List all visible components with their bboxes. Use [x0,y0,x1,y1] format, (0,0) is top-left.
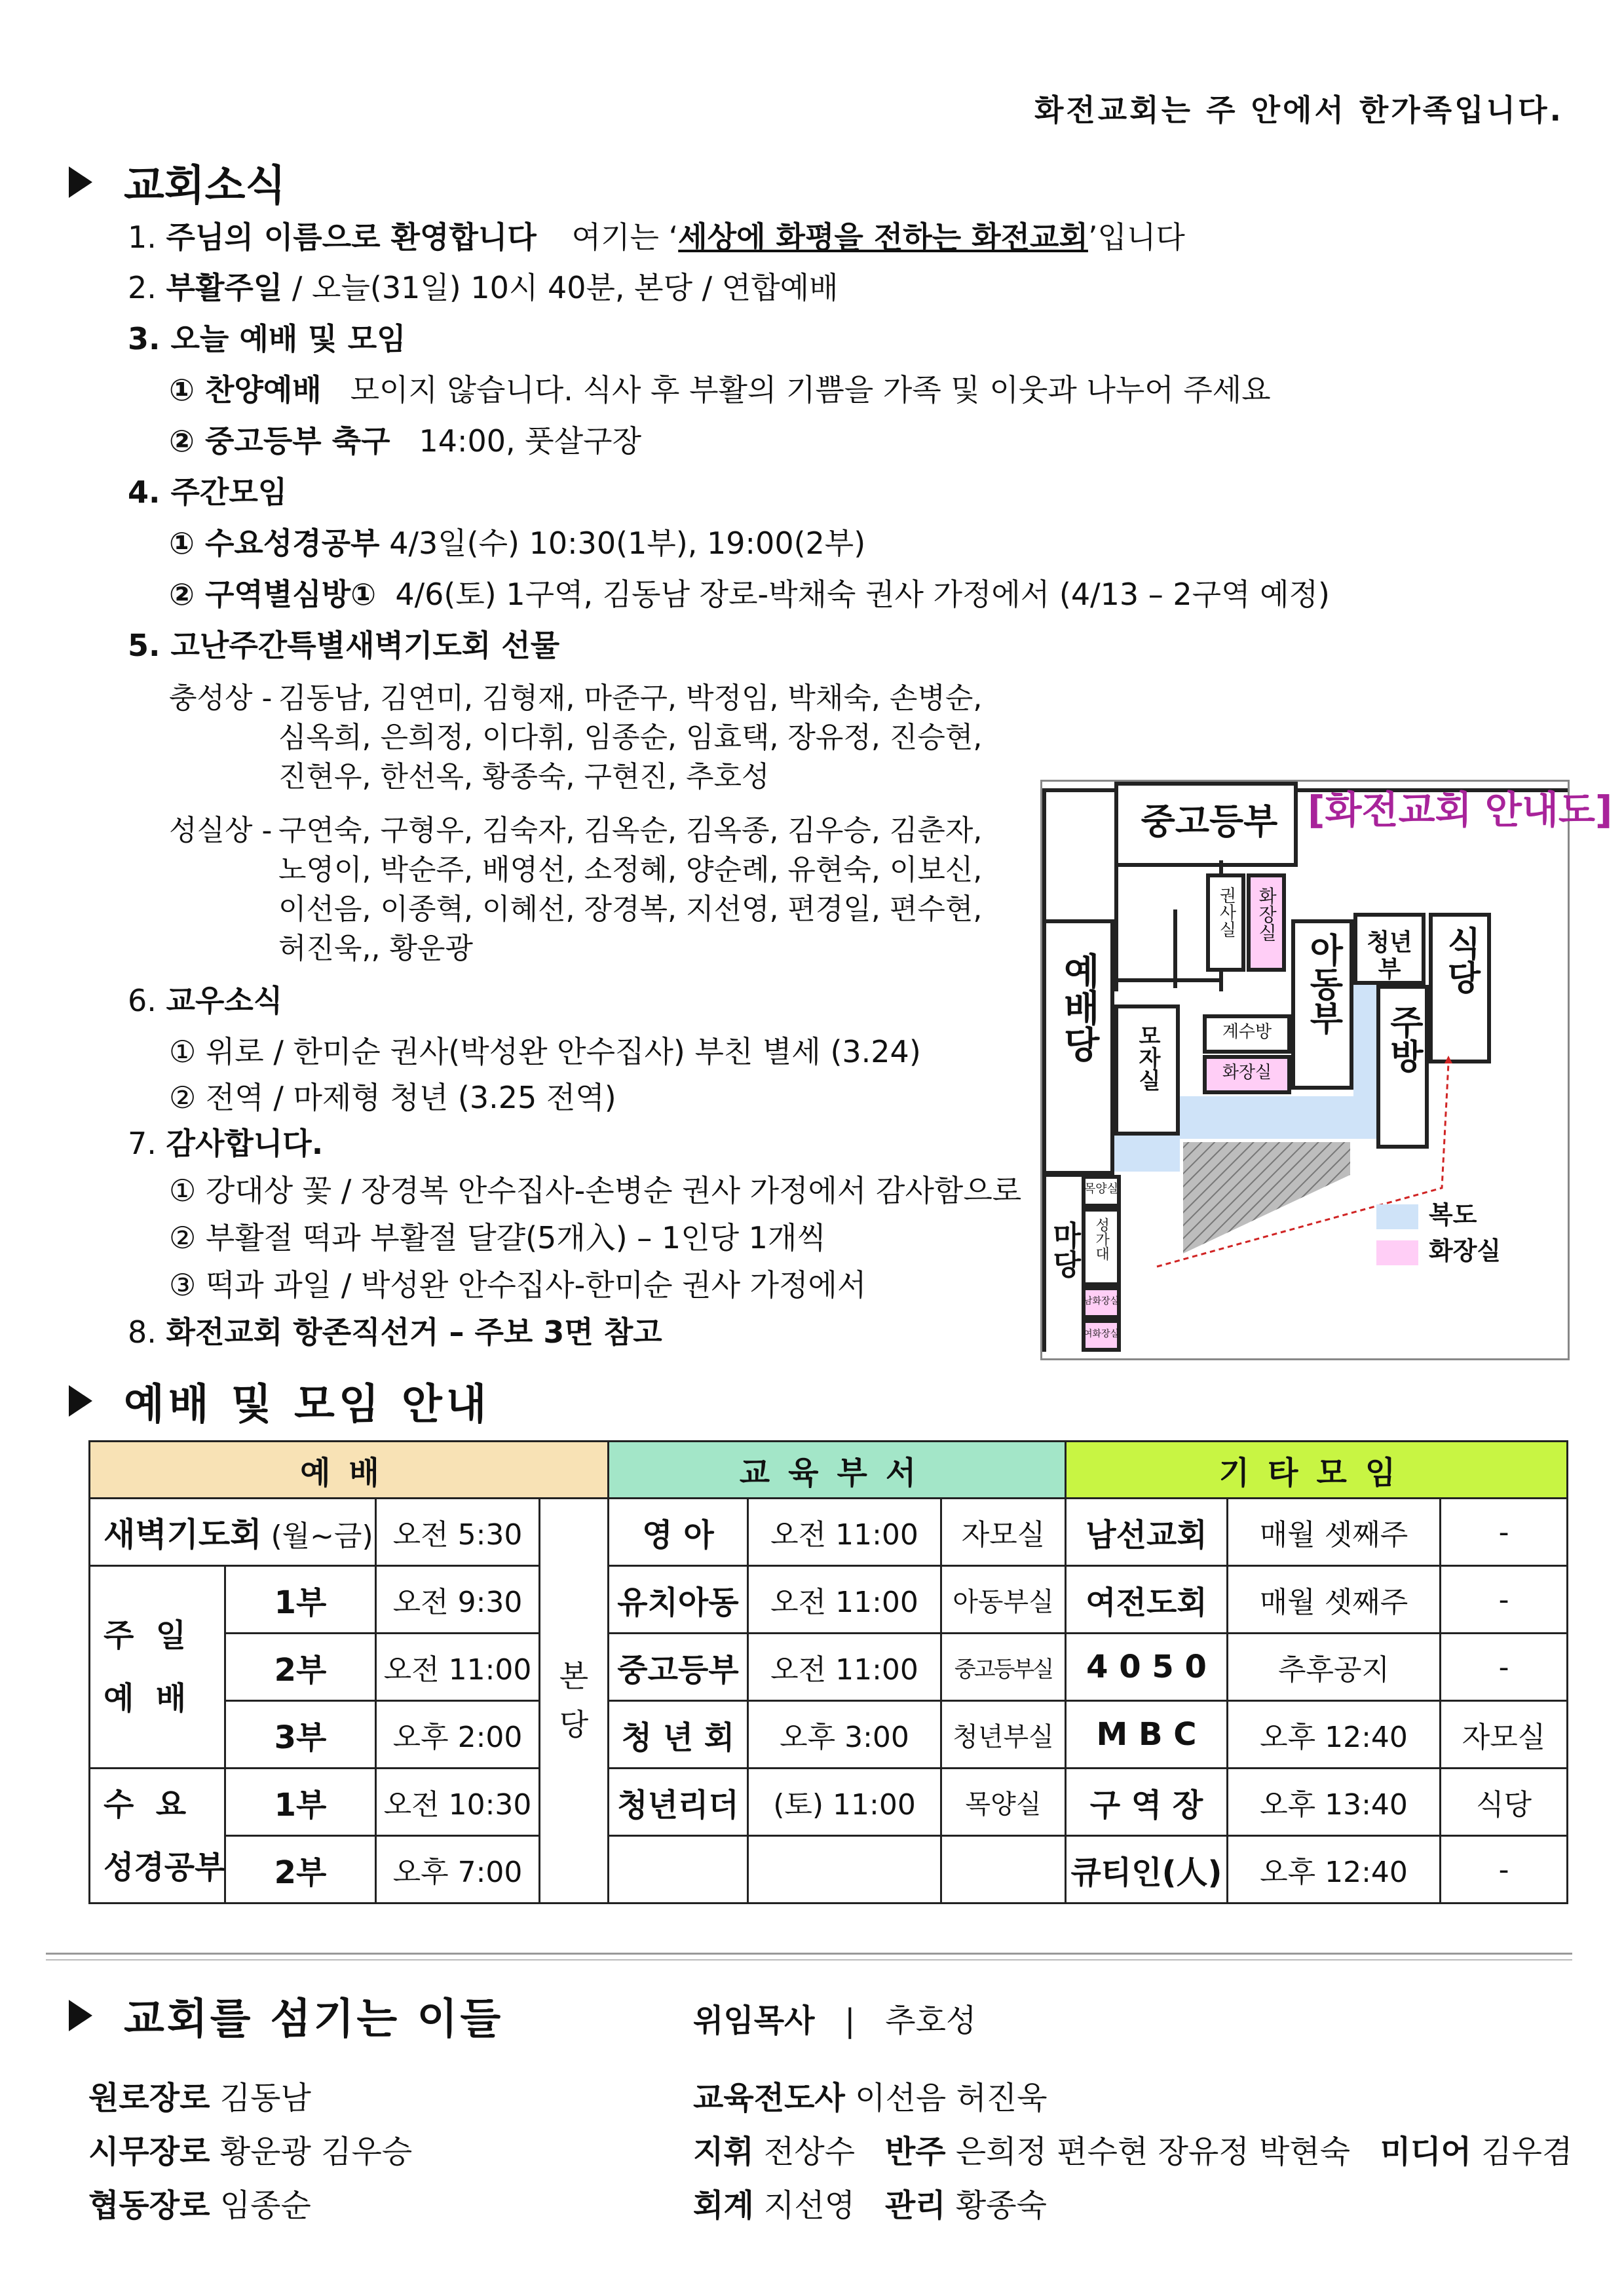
worship-place [540,1499,609,1904]
edu-name-4: 청년리더 [609,1769,748,1836]
room-youth-label: 중고등부 [1141,801,1278,842]
church-map [1040,780,1613,1360]
award2-label: 성실상 - [169,814,273,847]
map-hatching [1042,782,1568,1358]
news-item-4 [128,474,287,510]
wed-label-2: 성경공부 [104,1848,225,1886]
dawn-prayer-time: 오전 5:30 [376,1499,540,1566]
staff-heading-text: 교회를 섬기는 이들 [124,1995,504,2044]
item-number: 7. [128,1126,157,1161]
edu-name-0: 영 아 [609,1499,748,1566]
other-time-4: 오후 13:40 [1228,1769,1441,1836]
edu-time-2: 오전 11:00 [748,1634,941,1701]
edu-name-1: 유치아동 [609,1566,748,1634]
room-women-restroom-label: 여화장실 [1083,1329,1120,1339]
news-item-2 [128,270,839,306]
staff-value: 임종순 [219,2187,311,2224]
award1-line-1: 김동남, 김연미, 김형재, 마준구, 박정임, 박채숙, 손병순, [278,681,983,715]
room-pastor-label: 목양실 [1084,1182,1119,1196]
award2-line-1: 구연숙, 구형우, 김숙자, 김옥순, 김옥종, 김우승, 김춘자, [278,814,983,847]
staff-assoc [88,2180,311,2225]
staff-value: 김우겸 [1481,2133,1573,2170]
item-subtitle: ① 찬양예배 [169,372,322,408]
staff-label: 미디어 [1380,2133,1472,2170]
legend-restroom-swatch [1376,1240,1418,1265]
item-number: 1. [128,220,157,255]
staff-label: 지휘 [693,2133,754,2170]
news-item-3 [128,321,406,357]
other-place-0: - [1441,1499,1568,1566]
worship-place-1: 본 [559,1658,589,1694]
divider [46,1959,1572,1961]
other-place-1: - [1441,1566,1568,1634]
item-title: 부활주일 [166,270,283,305]
wed-part-1: 2부 [225,1836,376,1904]
staff-value: 황종숙 [955,2187,1048,2224]
map-title: [화전교회 안내도] [1308,788,1613,832]
staff-value: 김동남 [219,2080,311,2116]
staff-label: 회계 [693,2187,754,2224]
item-number: 2. [128,270,157,305]
item-text: / 오늘(31일) 10시 40분, 본당 / 연합예배 [282,270,839,305]
item-text: 4/6(토) 1구역, 김동남 장로-박채숙 권사 가정에서 (4/13 – 2구역 예정) [395,577,1330,612]
sunday-time-2: 오후 2:00 [376,1701,540,1769]
triangle-bullet-icon [69,2000,92,2031]
sunday-part-1: 2부 [225,1634,376,1701]
news-item-4a [169,526,865,562]
item-number: 8. [128,1314,157,1350]
sunday-label-2: 예 배 [104,1680,187,1717]
other-name-3: M B C [1066,1701,1228,1769]
edu-place-0: 자모실 [941,1499,1066,1566]
item-text: 4/3일(수) 10:30(1부), 19:00(2부) [389,526,866,561]
staff-label: 원로장로 [88,2080,210,2116]
item-text: 여기는 ‘ [571,220,679,255]
edu-name-3: 청 년 회 [609,1701,748,1769]
award1-label: 충성상 - [169,681,273,715]
staff-value: 이선음 허진욱 [855,2080,1048,2116]
other-name-4: 구 역 장 [1066,1769,1228,1836]
item-text: 모이지 않습니다. 식사 후 부활의 기쁨을 가족 및 이웃과 나누어 주세요 [350,372,1271,408]
item-title: 3. 오늘 예배 및 모임 [128,321,406,356]
sunday-part-2: 3부 [225,1701,376,1769]
header-other: 기타모임 [1066,1442,1568,1499]
item-title: 주님의 이름으로 환영합니다 [166,220,537,255]
news-item-7a: ① 강대상 꽃 / 장경복 안수집사-손병순 권사 가정에서 감사함으로 [169,1173,1022,1208]
award1-line-2: 심옥희, 은희정, 이다휘, 임종순, 임효택, 장유정, 진승현, [278,721,983,754]
room-sanctuary-text: 예배당 [1057,952,1101,1062]
staff-label: 시무장로 [88,2133,210,2170]
other-time-5: 오후 12:40 [1228,1836,1441,1904]
item-title: 4. 주간모임 [128,474,288,510]
staff-value: 은희정 편수현 장유정 박현숙 [955,2133,1351,2170]
legend-corridor-swatch [1376,1204,1418,1229]
item-text: ’입니다 [1087,220,1185,255]
room-men-restroom-label: 남화장실 [1083,1296,1120,1307]
staff-finance [693,2180,1047,2225]
news-item-5 [128,628,559,664]
edu-place-4: 목양실 [941,1769,1066,1836]
sunday-worship-label [90,1566,225,1769]
item-title: 감사합니다. [166,1126,324,1161]
schedule-table [88,1440,1568,1904]
staff-label: 관리 [884,2187,946,2224]
award1-line-3: 진현우, 한선옥, 황종숙, 구현진, 추호성 [278,760,770,794]
worship-place-2: 당 [559,1706,589,1742]
header-education: 교육부서 [609,1442,1066,1499]
wed-time-0: 오전 10:30 [376,1769,540,1836]
news-item-1 [128,220,1185,256]
room-restroom-text: 화장실 [1256,887,1278,942]
edu-name-2: 중고등부 [609,1634,748,1701]
triangle-bullet-icon [69,1385,92,1417]
news-item-6b: ② 전역 / 마제형 청년 (3.25 전역) [169,1080,616,1115]
wed-label-1: 수 요 [104,1786,187,1823]
room-restroom2-label: 화장실 [1222,1063,1272,1082]
item-title: 교우소식 [166,983,283,1018]
motto: 화전교회는 주 안에서 한가족입니다. [1034,92,1564,128]
room-kitchen-text: 주방 [1383,1004,1423,1073]
other-place-5: - [1441,1836,1568,1904]
staff-emeritus [88,2073,311,2118]
dawn-prayer-days: (월~금) [271,1520,373,1553]
award2-line-2: 노영이, 박순주, 배영선, 소정혜, 양순례, 유현숙, 이보신, [278,853,983,887]
item-title: 화전교회 항존직선거 – 주보 3면 참고 [166,1314,662,1350]
sunday-time-1: 오전 11:00 [376,1634,540,1701]
news-item-8 [128,1314,662,1350]
wed-part-0: 1부 [225,1769,376,1836]
legend-restroom-label: 화장실 [1429,1236,1501,1265]
staff-value: 황운광 김우승 [219,2133,413,2170]
wed-time-1: 오후 7:00 [376,1836,540,1904]
other-name-1: 여전도회 [1066,1566,1228,1634]
news-item-7 [128,1126,323,1162]
sunday-part-0: 1부 [225,1566,376,1634]
other-time-1: 매월 셋째주 [1228,1566,1441,1634]
award2-line-4: 허진욱,, 황운광 [278,932,473,965]
edu-time-0: 오전 11:00 [748,1499,941,1566]
triangle-bullet-icon [69,166,92,198]
staff-label: 위임목사 [693,2002,815,2039]
staff-value: 추호성 [885,2002,977,2039]
other-place-3: 자모실 [1441,1701,1568,1769]
room-children-text: 아동부 [1303,932,1343,1035]
item-subtitle: ① 수요성경공부 [169,526,380,561]
staff-heading [69,1985,503,2046]
room-yard-text: 마당 [1047,1221,1081,1278]
separator: | [844,2002,856,2039]
news-heading [69,152,286,212]
edu-place-2: 중고등부실 [941,1634,1066,1701]
staff-value: 전상수 [764,2133,856,2170]
staff-music-media [693,2126,1572,2172]
room-yard-label [1046,1221,1082,1286]
dawn-prayer-name: 새벽기도회 [104,1516,262,1554]
other-time-0: 매월 셋째주 [1228,1499,1441,1566]
other-place-4: 식당 [1441,1769,1568,1836]
staff-label: 협동장로 [88,2187,210,2224]
edu-time-3: 오후 3:00 [748,1701,941,1769]
news-item-6 [128,983,282,1019]
item-number: 6. [128,983,157,1018]
edu-empty-time [748,1836,941,1904]
legend-corridor-label: 복도 [1429,1200,1477,1229]
item-subtitle: ② 구역별심방① [169,577,377,612]
news-item-3b [169,423,641,459]
news-item-6a: ① 위로 / 한미순 권사(박성완 안수집사) 부친 별세 (3.24) [169,1034,921,1069]
schedule-heading [69,1371,491,1431]
staff-elders [88,2126,412,2172]
other-time-2: 추후공지 [1228,1634,1441,1701]
room-mother-text: 모자실 [1134,1024,1161,1091]
staff-label: 교육전도사 [693,2080,845,2116]
room-choir-text: 성가대 [1093,1217,1110,1261]
divider [46,1953,1572,1955]
news-item-3a [169,372,1271,408]
other-name-0: 남선교회 [1066,1499,1228,1566]
staff-edu [693,2073,1048,2118]
wed-study-label [90,1769,225,1904]
edu-place-1: 아동부실 [941,1566,1066,1634]
room-young-adult-label: 청년부 [1367,929,1412,984]
schedule-heading-text: 예배 및 모임 안내 [124,1381,491,1429]
other-place-2: - [1441,1634,1568,1701]
other-time-3: 오후 12:40 [1228,1701,1441,1769]
sunday-label-1: 주 일 [104,1617,187,1654]
item-subtitle: ② 중고등부 축구 [169,423,390,459]
news-heading-text: 교회소식 [124,162,286,210]
staff-pastor [693,1995,976,2040]
sunday-time-0: 오전 9:30 [376,1566,540,1634]
staff-value: 지선영 [764,2187,856,2224]
item-title: 5. 고난주간특별새벽기도회 선물 [128,628,560,663]
edu-time-1: 오전 11:00 [748,1566,941,1634]
edu-empty-name [609,1836,748,1904]
news-item-7b: ② 부활절 떡과 부활절 달걀(5개入) – 1인당 1개씩 [169,1220,826,1255]
news-item-7c: ③ 떡과 과일 / 박성완 안수집사-한미순 권사 가정에서 [169,1267,867,1303]
item-text: 14:00, 풋살구장 [419,423,642,459]
church-slogan: 세상에 화평을 전하는 화전교회 [678,220,1088,255]
news-item-4b [169,577,1330,613]
room-choir-label [1087,1217,1116,1265]
edu-place-3: 청년부실 [941,1701,1066,1769]
room-counseling-label: 계수방 [1222,1022,1272,1042]
other-name-2: 4 0 5 0 [1066,1634,1228,1701]
award2-line-3: 이선음, 이종혁, 이혜선, 장경복, 지선영, 편경일, 편수현, [278,892,983,926]
dawn-prayer [90,1499,376,1566]
other-name-5: 큐티인(人) [1066,1836,1228,1904]
header-worship: 예배 [90,1442,609,1499]
edu-time-4: (토) 11:00 [748,1769,941,1836]
edu-empty-place [941,1836,1066,1904]
room-dining-text: 식당 [1441,926,1481,994]
staff-label: 반주 [884,2133,946,2170]
room-elder-text: 권사실 [1216,887,1236,938]
